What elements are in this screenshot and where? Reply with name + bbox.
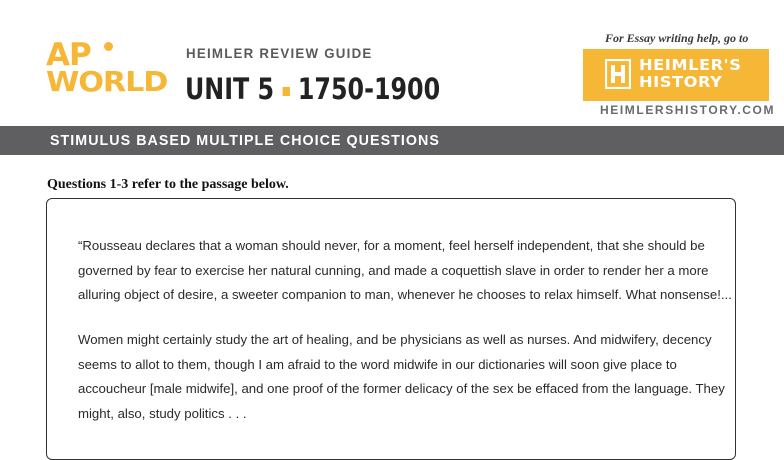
heimlers-history-badge[interactable] [583,49,769,101]
questions-heading: Questions 1-3 refer to the passage below. [47,177,289,192]
section-banner [0,126,784,155]
passage-paragraph-2 [78,328,738,426]
passage-line: seems to allot to them, though I am afraid to the word midwife in our dictionaries will soon give place to [78,356,677,372]
promo-tagline: For Essay writing help, go to [605,31,749,45]
passage-box [46,198,736,460]
logo-world-text: WORLD [46,65,168,98]
brand-line-1: HEIMLER'S [639,56,742,74]
passage-line: accoucheur [male midwife], and one proof of the former delicacy of the sex be effaced from the language. They [78,381,725,396]
passage-paragraph-1 [78,234,738,308]
unit-years: 1750-1900 [297,72,441,106]
unit-label: UNIT 5 [185,72,275,106]
passage-line: governed by fear to exercise her natural cunning, and made a coquettish slave in order to render her a more [78,262,709,278]
unit-title [185,70,440,108]
title-separator-square [282,87,289,96]
guide-label: HEIMLER REVIEW GUIDE [186,45,373,61]
brand-line-2: HISTORY [639,73,723,91]
heimlers-history-logo-icon [605,59,631,89]
passage-line: “Rousseau declares that a woman should never, for a moment, feel herself independent, that she should be [78,238,705,253]
passage-line: Women might certainly study the art of healing, and be physicians as well as nurses. And midwifery, decency [78,332,712,347]
heimlers-history-wordmark [639,57,741,91]
logo-dot-icon [104,42,113,51]
section-title: STIMULUS BASED MULTIPLE CHOICE QUESTIONS [50,132,440,149]
ap-world-logo [46,37,174,104]
passage-line: alluring object of desire, a sweeter companion to man, whenever he chooses to relax himself. What nonsense!... [78,287,732,302]
site-url-link[interactable]: HEIMLERSHISTORY.COM [600,103,776,117]
passage-line: might, also, study politics . . . [78,405,247,421]
logo-ap-text: AP [46,37,91,73]
